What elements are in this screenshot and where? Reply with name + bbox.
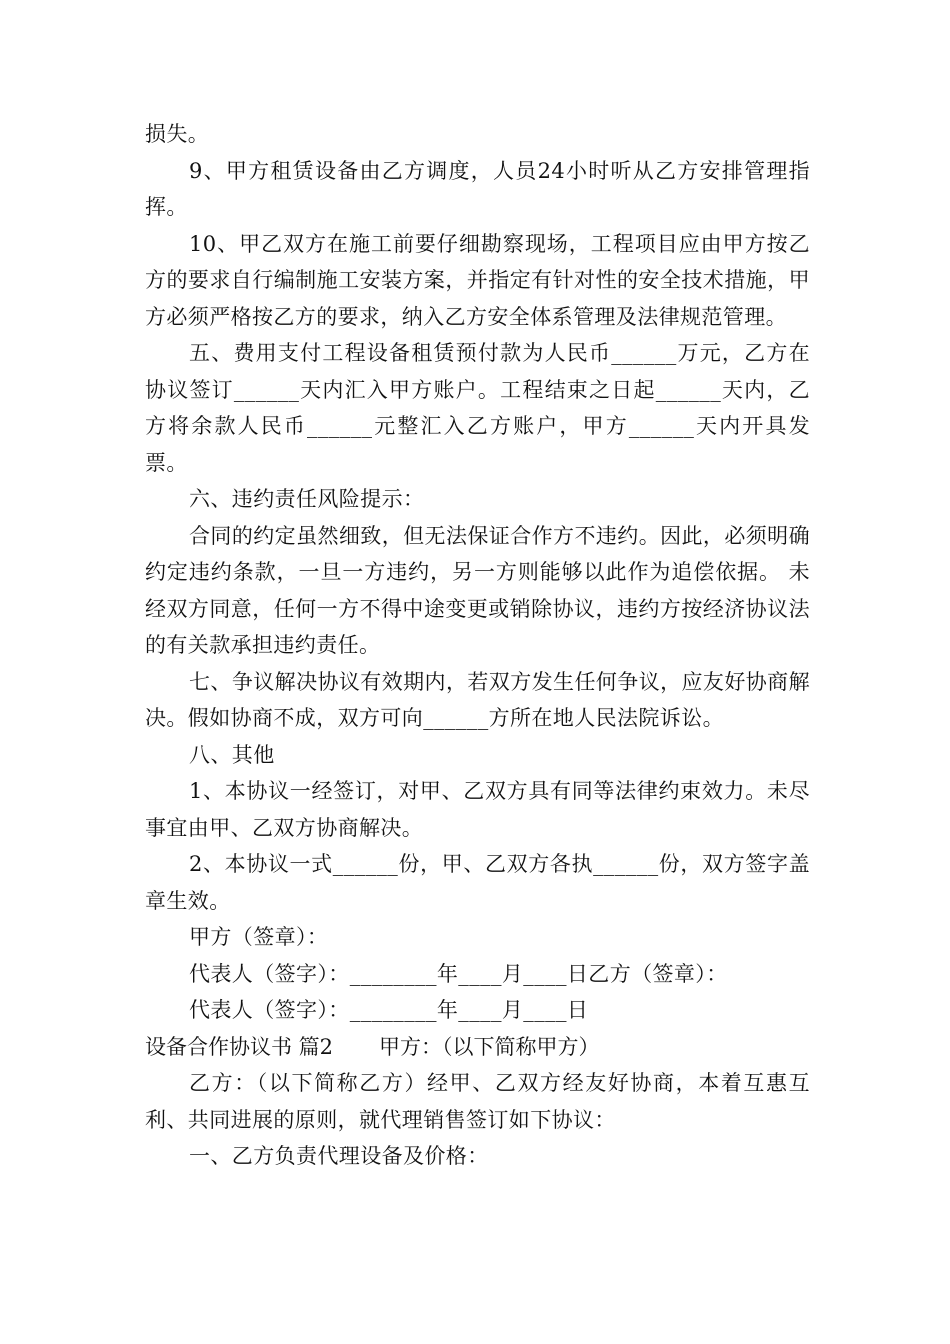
- signature-party-a: 甲方（签章）：: [189, 925, 329, 949]
- document-body: [145, 116, 810, 1175]
- paragraph-agency-heading: 一、乙方负责代理设备及价格：: [189, 1144, 489, 1168]
- paragraph-other-1: 1、本协议一经签订，对甲、乙双方具有同等法律约束效力。未尽事宜由甲、乙双方协商解决。: [145, 779, 810, 840]
- section-heading: [145, 1029, 810, 1066]
- paragraph-clause-10: 10、甲乙双方在施工前要仔细勘察现场，工程项目应由甲方按乙方的要求自行编制施工安装方案，并指定有针对性的安全技术措施，甲方必须严格按乙方的要求，纳入乙方安全体系管理及法律规范管理。: [145, 231, 810, 329]
- paragraph-section-8-heading: 八、其他: [189, 742, 275, 767]
- paragraph-clause-9: 9、甲方租赁设备由乙方调度，人员24小时听从乙方安排管理指挥。: [145, 158, 810, 219]
- paragraph-section-6-heading: 六、违约责任风险提示：: [189, 487, 425, 511]
- paragraph-breach-risk: 合同的约定虽然细致，但无法保证合作方不违约。因此，必须明确约定违约条款，一旦一方违约，另一方则能够以此作为追偿依据。 未经双方同意，任何一方不得中途变更或销除协议，违约方按经济协议法的有关款承担违约责任。: [145, 523, 810, 657]
- signature-representative-1: 代表人（签字）：________年____月____日乙方（签章）：: [189, 961, 728, 986]
- paragraph-party-b-intro: 乙方：（以下简称乙方）经甲、乙双方经友好协商，本着互惠互利、共同进展的原则，就代理销售签订如下协议：: [145, 1071, 810, 1132]
- paragraph-other-2: 2、本协议一式______份，甲、乙双方各执______份，双方签字盖章生效。: [145, 852, 810, 913]
- paragraph-section-5-payment: 五、费用支付工程设备租赁预付款为人民币______万元，乙方在协议签订______天内汇入甲方账户。工程结束之日起______天内，乙方将余款人民币______元整汇入乙方账户，甲方______天内开具发票。: [145, 341, 810, 475]
- section-title: 设备合作协议书 篇2: [145, 1034, 334, 1059]
- paragraph-section-7-dispute: 七、争议解决协议有效期内，若双方发生任何争议，应友好协商解决。假如协商不成，双方可向______方所在地人民法院诉讼。: [145, 669, 810, 730]
- signature-representative-2: 代表人（签字）：________年____月____日: [189, 998, 589, 1022]
- paragraph-loss: 损失。: [145, 122, 210, 146]
- section-party-a: 甲方：（以下简称甲方）: [379, 1034, 600, 1059]
